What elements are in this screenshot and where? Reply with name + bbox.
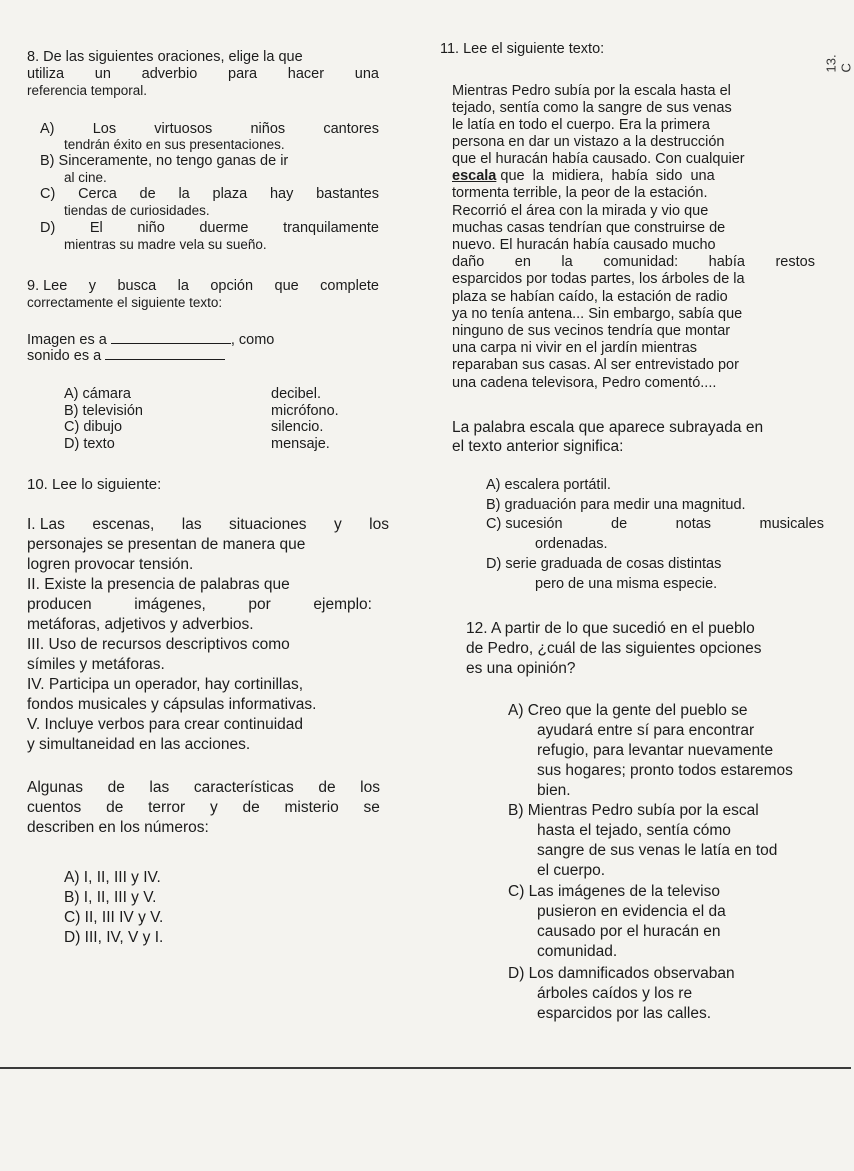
q10-option-b: B) I, II, III y V.	[64, 889, 157, 906]
q8-option-d-cont: mientras su madre vela su sueño.	[64, 237, 267, 252]
q8-stem-line3: referencia temporal.	[27, 83, 148, 98]
q11-passage-line2: tejado, sentía como la sangre de sus venas	[452, 100, 732, 116]
q9-blank-1[interactable]	[111, 333, 231, 344]
q11-option-d: D) serie graduada de cosas distintas	[486, 556, 722, 572]
q11-option-c-cont: ordenadas.	[535, 536, 608, 552]
q11-passage-line14: ya no tenía antena... Sin embargo, sabía que	[452, 306, 743, 322]
q12-option-b-l3: sangre de sus venas le latía en tod	[537, 842, 778, 859]
q9-stem-line2: correctamente el siguiente texto:	[27, 295, 223, 310]
q10-item-iii-l2: símiles y metáforas.	[27, 656, 165, 673]
q10-question-l2: cuentos de terror y de misterio se	[27, 799, 380, 816]
q10-option-c: C) II, III IV y V.	[64, 909, 164, 926]
q10-item-iv-l2: fondos musicales y cápsulas informativas.	[27, 696, 317, 713]
q10-item-ii-l2: producen imágenes, por ejemplo:	[27, 596, 372, 613]
q8-option-a-cont: tendrán éxito en sus presentaciones.	[64, 137, 285, 152]
q11-passage-line15: ninguno de sus vecinos tendría que montar	[452, 323, 731, 339]
q10-item-iii: III. Uso de recursos descriptivos como	[27, 636, 290, 653]
q12-option-c: C) Las imágenes de la televiso	[508, 883, 720, 900]
q10-item-ii: II. Existe la presencia de palabras que	[27, 576, 290, 593]
q11-passage-line18: una cadena televisora, Pedro comentó....	[452, 375, 717, 391]
q11-passage-line11: daño en la comunidad: había restos	[452, 254, 815, 270]
q12-stem-l3: es una opinión?	[466, 660, 576, 677]
q11-passage-line6: escala que la midiera, había sido una	[452, 168, 715, 184]
q12-option-a: A) Creo que la gente del pueblo se	[508, 702, 748, 719]
q10-item-v-l2: y simultaneidad en las acciones.	[27, 736, 251, 753]
q10-item-v: V. Incluye verbos para crear continuidad	[27, 716, 304, 733]
q8-stem-line2: utiliza un adverbio para hacer una	[27, 66, 379, 82]
q12-option-c-l3: causado por el huracán en	[537, 923, 721, 940]
q9-option-d-pair: mensaje.	[271, 436, 330, 452]
q9-option-d: D) texto	[64, 436, 115, 452]
q11-title: 11. Lee el siguiente texto:	[440, 41, 605, 57]
q9-option-b: B) televisión	[64, 403, 143, 419]
q11-passage-line7: tormenta terrible, la peor de la estación.	[452, 185, 708, 201]
q10-question-l1: Algunas de las características de los	[27, 779, 380, 796]
q11-option-c: C) sucesión de notas musicales	[486, 516, 824, 532]
q11-option-d-cont: pero de una misma especie.	[535, 576, 718, 592]
q10-title: 10. Lee lo siguiente:	[27, 476, 162, 493]
q11-question-l2: el texto anterior significa:	[452, 438, 624, 455]
q9-option-b-pair: micrófono.	[271, 403, 339, 419]
q9-blank-2[interactable]	[105, 349, 225, 360]
q10-question-l3: describen en los números:	[27, 819, 209, 836]
q12-option-c-l2: pusieron en evidencia el da	[537, 903, 726, 920]
q10-item-i: I. Las escenas, las situaciones y los	[27, 516, 389, 533]
q9-sentence-1: Imagen es a , como	[27, 332, 275, 348]
q13-cut-label: 13. C	[823, 54, 854, 73]
q9-stem-line1: 9. Lee y busca la opción que complete	[27, 278, 379, 294]
q11-question-l1: La palabra escala que aparece subrayada en	[452, 419, 764, 436]
q11-underlined-word: escala	[452, 168, 497, 184]
q9-sentence-2: sonido es a	[27, 349, 225, 364]
q12-option-a-l3: refugio, para levantar nuevamente	[537, 742, 774, 759]
q8-option-d: D) El niño duerme tranquilamente	[40, 220, 379, 236]
bottom-rule	[0, 1067, 851, 1069]
q11-passage-line8: Recorrió el área con la mirada y vio que	[452, 203, 709, 219]
q11-passage-line10: nuevo. El huracán había causado mucho	[452, 237, 716, 253]
q12-option-a-l4: sus hogares; pronto todos estaremos	[537, 762, 793, 779]
q11-passage-line5: que el huracán había causado. Con cualquier	[452, 151, 745, 167]
q12-option-b-l4: el cuerpo.	[537, 862, 606, 879]
q10-item-i-l2: personajes se presentan de manera que	[27, 536, 306, 553]
q11-passage-line9: muchas casas tendrían que construirse de	[452, 220, 726, 236]
q12-option-b-l2: hasta el tejado, sentía cómo	[537, 822, 731, 839]
q8-option-c-cont: tiendas de curiosidades.	[64, 203, 210, 218]
q12-option-b: B) Mientras Pedro subía por la escal	[508, 802, 759, 819]
q11-passage-line13: plaza se habían caído, la estación de radio	[452, 289, 728, 305]
q9-option-a-pair: decibel.	[271, 386, 321, 402]
q12-option-a-l5: bien.	[537, 782, 571, 799]
q12-option-c-l4: comunidad.	[537, 943, 618, 960]
q11-passage-line17: reparaban sus casas. Al ser entrevistado por	[452, 357, 739, 373]
q11-passage-line4: persona en dar un vistazo a la destrucción	[452, 134, 725, 150]
q8-option-b: B) Sinceramente, no tengo ganas de ir	[40, 153, 289, 169]
q12-option-d-l3: esparcidos por las calles.	[537, 1005, 712, 1022]
q10-item-i-l3: logren provocar tensión.	[27, 556, 194, 573]
q11-passage-line1: Mientras Pedro subía por la escala hasta el	[452, 83, 731, 99]
q12-option-a-l2: ayudará entre sí para encontrar	[537, 722, 755, 739]
q8-stem-line1: 8. De las siguientes oraciones, elige la que	[27, 49, 303, 65]
q8-option-c: C) Cerca de la plaza hay bastantes	[40, 186, 379, 202]
q12-option-d: D) Los damnificados observaban	[508, 965, 735, 982]
q10-option-a: A) I, II, III y IV.	[64, 869, 161, 886]
q11-option-b: B) graduación para medir una magnitud.	[486, 497, 746, 513]
q10-option-d: D) III, IV, V y I.	[64, 929, 164, 946]
q8-option-a: A) Los virtuosos niños cantores	[40, 121, 379, 137]
q11-passage-line16: una carpa ni vivir en el jardín mientras	[452, 340, 698, 356]
q9-option-c-pair: silencio.	[271, 419, 324, 435]
q9-option-c: C) dibujo	[64, 419, 123, 435]
q10-item-ii-l3: metáforas, adjetivos y adverbios.	[27, 616, 254, 633]
q11-option-a: A) escalera portátil.	[486, 477, 611, 493]
q12-option-d-l2: árboles caídos y los re	[537, 985, 693, 1002]
q12-stem-l1: 12. A partir de lo que sucedió en el pueblo	[466, 620, 755, 637]
q9-option-a: A) cámara	[64, 386, 131, 402]
q11-passage-line12: esparcidos por todas partes, los árboles de la	[452, 271, 745, 287]
q10-item-iv: IV. Participa un operador, hay cortinillas,	[27, 676, 304, 693]
q12-stem-l2: de Pedro, ¿cuál de las siguientes opciones	[466, 640, 762, 657]
q8-option-b-cont: al cine.	[64, 170, 107, 185]
q11-passage-line3: le latía en todo el cuerpo. Era la primera	[452, 117, 710, 133]
